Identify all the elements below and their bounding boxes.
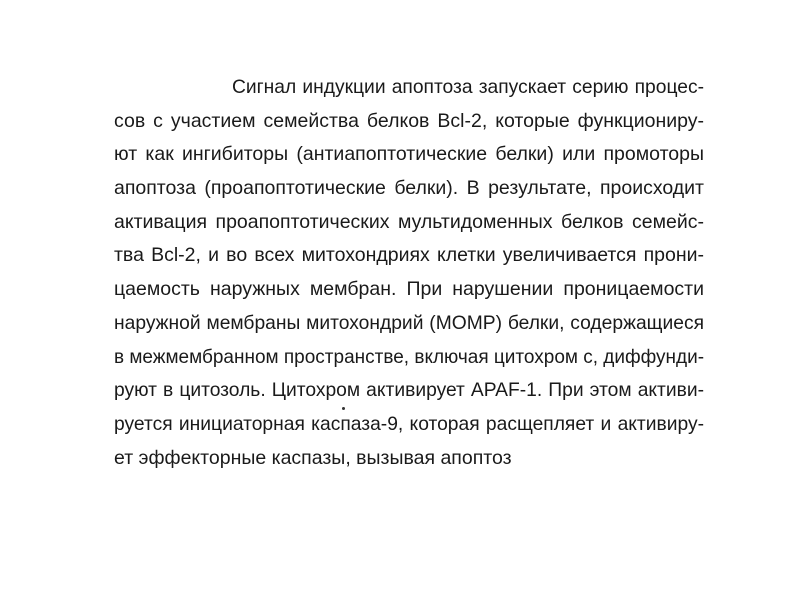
paragraph — [114, 71, 704, 475]
paragraph-line-2: сов с участием семейства белков Bcl-2, которые функциониру- — [114, 109, 704, 132]
paragraph-line-3: ют как ингибиторы (антиапоптотические белки) или промоторы — [114, 143, 704, 166]
paragraph-line-12: ет эффекторные каспазы, вызывая апоптоз — [114, 446, 512, 469]
paragraph-line-10: руют в цитозоль. Цитохром активирует APAF-1. При этом активи- — [114, 380, 704, 402]
paragraph-line-5: активация проапоптотических мультидоменных белков семейс- — [114, 210, 704, 233]
paragraph-line-9: в межмембранном пространстве, включая цитохром с, диффунди- — [114, 346, 705, 368]
paragraph-line-7: цаемость наружных мембран. При нарушении проницаемости — [114, 278, 704, 301]
paragraph-line-4: апоптоза (проапоптотические белки). В результате, происходит — [114, 177, 704, 200]
paragraph-line-6: тва Bcl-2, и во всех митохондриях клетки увеличивается прони- — [114, 244, 704, 267]
paragraph-line-11: руется инициаторная каспаза-9, которая расщепляет и активиру- — [114, 413, 704, 435]
paragraph-line-1: Сигнал индукции апоптоза запускает серию процес- — [232, 77, 704, 98]
paragraph-line-8: наружной мембраны митохондрий (MOMP) белки, содержащиеся — [114, 312, 704, 334]
